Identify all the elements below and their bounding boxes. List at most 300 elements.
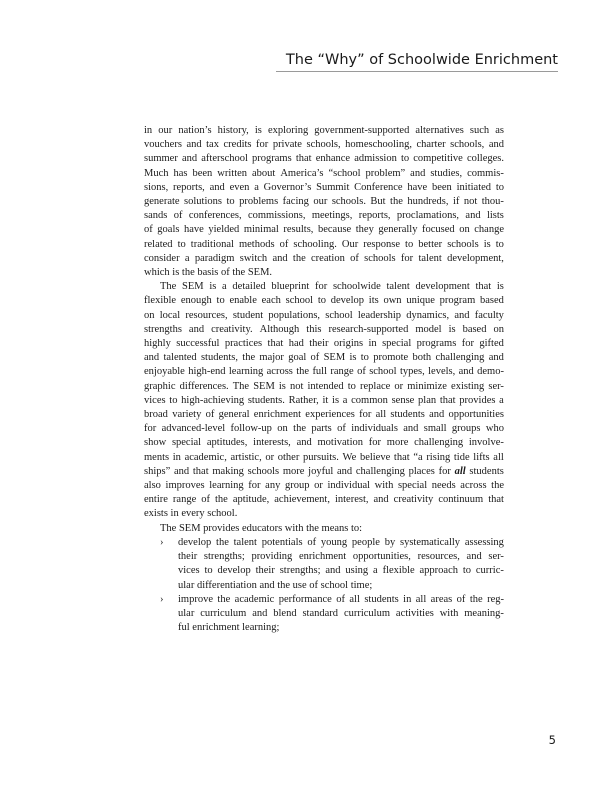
word: SEM xyxy=(253,380,275,392)
word: and xyxy=(209,181,225,193)
word: sense xyxy=(391,394,415,406)
word: resources, xyxy=(185,309,228,321)
word: special xyxy=(382,338,412,350)
word: with xyxy=(439,607,459,619)
word: ments xyxy=(144,451,170,463)
word: the xyxy=(217,593,231,605)
word: facing xyxy=(282,196,309,208)
word: providing xyxy=(251,551,293,563)
word: based xyxy=(462,323,487,335)
word: reports, xyxy=(358,210,391,222)
word: origins xyxy=(333,338,364,350)
word: interests, xyxy=(253,437,291,449)
word: vices xyxy=(144,394,166,406)
word: populations, xyxy=(268,309,321,321)
word: their xyxy=(178,551,198,563)
word: each xyxy=(261,295,281,307)
word: enhance xyxy=(315,153,351,165)
word: colleges. xyxy=(466,153,504,165)
word: its xyxy=(368,295,379,307)
line-text: ular differentiation and the use of school time; xyxy=(178,579,373,591)
word: blend xyxy=(273,607,297,619)
word: and xyxy=(410,167,426,179)
word: show xyxy=(144,437,167,449)
word: to xyxy=(495,238,504,250)
word: to xyxy=(347,380,356,392)
word: proclamations, xyxy=(396,210,460,222)
word: competitive xyxy=(413,153,463,165)
word: is xyxy=(496,281,504,293)
word: tide xyxy=(453,451,470,463)
word: using xyxy=(345,565,369,577)
word: students xyxy=(364,593,399,605)
word: rising xyxy=(426,451,451,463)
bullet-text xyxy=(178,536,504,593)
bullet-item xyxy=(144,536,504,593)
word: school xyxy=(285,295,314,307)
word: that xyxy=(192,465,209,477)
word: the xyxy=(242,352,256,364)
word: ser- xyxy=(488,551,504,563)
word: curric- xyxy=(475,565,504,577)
word: enjoyable xyxy=(144,366,185,378)
word: in xyxy=(368,338,377,350)
running-header-title: The “Why” of Schoolwide Enrichment xyxy=(285,52,558,68)
word: a xyxy=(254,181,259,193)
word: meetings, xyxy=(311,210,353,222)
word: and xyxy=(336,465,353,477)
word: approach xyxy=(419,565,458,577)
word: development xyxy=(415,281,470,293)
word: and xyxy=(488,352,504,364)
header-rule xyxy=(276,71,558,72)
word: and xyxy=(429,409,445,421)
word: schooling. xyxy=(293,238,337,250)
text-line xyxy=(144,238,504,252)
bullet-text xyxy=(178,593,504,636)
word: special xyxy=(171,437,202,449)
word: challenging xyxy=(355,465,405,477)
word: strengths xyxy=(144,323,182,335)
word: or xyxy=(314,480,323,492)
word: aptitude, xyxy=(232,494,270,506)
word: to xyxy=(317,295,326,307)
word: creativity xyxy=(393,494,434,506)
word: for xyxy=(461,338,474,350)
word: the xyxy=(390,196,403,208)
word: results, xyxy=(283,224,314,236)
word: in xyxy=(403,593,412,605)
word: challenging xyxy=(435,352,485,364)
word: improve xyxy=(178,593,213,605)
word: our xyxy=(313,196,328,208)
word: and xyxy=(173,465,190,477)
word: students xyxy=(390,409,425,421)
word: any xyxy=(265,480,281,492)
word: demo- xyxy=(477,366,504,378)
word: continuum xyxy=(438,494,484,506)
word: all xyxy=(493,451,504,463)
word: tax xyxy=(206,139,219,151)
word: flexible xyxy=(382,565,415,577)
text-line xyxy=(144,337,504,351)
word: of xyxy=(201,494,210,506)
text-line xyxy=(144,209,504,223)
word: that xyxy=(475,281,492,293)
text-line xyxy=(144,181,504,195)
word: of xyxy=(205,409,215,421)
word: and xyxy=(186,139,202,151)
word: assessing xyxy=(464,536,504,548)
word: enrichment xyxy=(298,551,347,563)
word: of xyxy=(336,593,345,605)
word: Summit xyxy=(316,181,350,193)
word: of xyxy=(357,366,366,378)
word: Much xyxy=(144,167,169,179)
word: summer xyxy=(144,153,178,165)
word: that xyxy=(439,394,456,406)
word: even xyxy=(229,181,250,193)
line-text: exists in every school. xyxy=(144,508,238,520)
word: replace xyxy=(360,380,391,392)
text-line xyxy=(144,493,504,507)
word: to xyxy=(400,153,410,165)
word: talent xyxy=(233,536,257,548)
word: America’s xyxy=(280,167,324,179)
word: the xyxy=(469,593,483,605)
word: problem” xyxy=(365,167,406,179)
text-line xyxy=(144,167,504,181)
word: range xyxy=(172,494,197,506)
text-line xyxy=(144,323,504,337)
word: and xyxy=(466,551,482,563)
word: a xyxy=(222,281,227,293)
word: “school xyxy=(328,167,361,179)
word: broad xyxy=(144,409,168,421)
word: or xyxy=(265,451,275,463)
word: existing xyxy=(451,380,485,392)
text-line xyxy=(144,408,504,422)
word: The xyxy=(160,281,177,293)
text-line xyxy=(144,223,504,237)
word: in xyxy=(144,125,153,136)
word: people xyxy=(351,536,380,548)
word: such xyxy=(469,125,490,136)
word: who xyxy=(485,423,504,435)
word: is xyxy=(448,323,456,335)
text-line xyxy=(144,507,504,521)
word: making xyxy=(212,465,244,477)
word: sands xyxy=(144,210,168,222)
word: academic xyxy=(234,593,275,605)
word: is xyxy=(332,394,340,406)
text-line xyxy=(178,579,504,593)
bullet-marker-icon: › xyxy=(160,536,164,548)
word: a xyxy=(184,252,190,264)
bullet-list xyxy=(144,536,504,635)
word: potentials xyxy=(261,536,303,548)
word: practices xyxy=(224,338,263,350)
word: the xyxy=(296,366,310,378)
word: places xyxy=(408,465,435,477)
word: students xyxy=(469,465,504,477)
word: been xyxy=(431,181,452,193)
line-text: which is the basis of the SEM. xyxy=(144,267,273,279)
text-line xyxy=(144,365,504,379)
word: detailed xyxy=(232,281,266,293)
word: plan xyxy=(418,394,437,406)
word: that xyxy=(488,494,504,506)
word: intended xyxy=(307,380,344,392)
word: reports, xyxy=(173,181,205,193)
word: reg- xyxy=(487,593,504,605)
text-line xyxy=(144,280,504,294)
word: and xyxy=(252,607,268,619)
word: curriculum xyxy=(200,607,247,619)
word: own xyxy=(383,295,402,307)
word: related xyxy=(144,238,173,250)
word: charter xyxy=(416,139,446,151)
word: afterschool xyxy=(201,153,248,165)
word: on xyxy=(144,309,155,321)
word: programs xyxy=(252,153,292,165)
word: generate xyxy=(144,196,180,208)
word: school xyxy=(369,366,397,378)
word: dynamics, xyxy=(406,309,450,321)
word: entire xyxy=(144,494,168,506)
word: to xyxy=(177,238,186,250)
word: ser- xyxy=(488,380,504,392)
text-line xyxy=(144,294,504,308)
word: for xyxy=(400,252,414,264)
word: traditional xyxy=(190,238,234,250)
word: improves xyxy=(165,480,205,492)
word: develop xyxy=(217,565,251,577)
word: groups xyxy=(451,423,481,435)
word: motivation xyxy=(317,437,363,449)
text-line xyxy=(178,593,504,607)
word: solutions xyxy=(184,196,222,208)
word: believe xyxy=(359,451,391,463)
word: resources, xyxy=(417,551,460,563)
word: to xyxy=(169,394,178,406)
word: history, xyxy=(217,125,249,136)
word: thou- xyxy=(481,196,504,208)
word: to xyxy=(405,238,414,250)
word: achievement, xyxy=(274,494,330,506)
word: vouchers xyxy=(144,139,182,151)
word: We xyxy=(342,451,357,463)
word: to xyxy=(360,352,369,364)
word: artistic, xyxy=(230,451,262,463)
word: all xyxy=(454,465,466,477)
word: for xyxy=(256,139,269,151)
text-line xyxy=(144,479,504,493)
word: challenging xyxy=(414,437,464,449)
word: all xyxy=(375,409,387,421)
word: students, xyxy=(200,352,239,364)
word: their xyxy=(309,338,329,350)
word: a xyxy=(373,565,378,577)
word: vices xyxy=(178,565,200,577)
word: of xyxy=(456,593,466,605)
word: for xyxy=(144,423,157,435)
word: generally xyxy=(378,224,418,236)
word: individuals xyxy=(351,423,398,435)
word: minimal xyxy=(243,224,279,236)
word: with xyxy=(374,480,394,492)
word: special xyxy=(397,480,428,492)
word: programs xyxy=(416,338,457,350)
word: the xyxy=(491,480,504,492)
text-line xyxy=(178,564,504,578)
word: that xyxy=(267,338,284,350)
text-line xyxy=(178,607,504,621)
word: joyful xyxy=(308,465,334,477)
word: of xyxy=(310,352,320,364)
word: methods xyxy=(238,238,275,250)
word: and xyxy=(454,309,470,321)
word: development, xyxy=(447,252,504,264)
word: follow-up xyxy=(230,423,272,435)
word: in xyxy=(172,451,181,463)
word: and xyxy=(465,210,481,222)
word: learning xyxy=(228,366,264,378)
word: alternatives xyxy=(415,125,464,136)
word: model xyxy=(415,323,442,335)
word: goal xyxy=(288,352,307,364)
word: performance xyxy=(278,593,332,605)
word: consider xyxy=(144,252,180,264)
paragraph-1 xyxy=(144,124,504,280)
word: not xyxy=(463,196,478,208)
word: commissions, xyxy=(247,210,306,222)
word: based xyxy=(480,295,504,307)
word: parts xyxy=(311,423,332,435)
word: graphic xyxy=(144,380,176,392)
word: student xyxy=(232,309,264,321)
word: to xyxy=(495,181,504,193)
word: because xyxy=(317,224,352,236)
word: high-achieving xyxy=(181,394,245,406)
word: also xyxy=(144,480,161,492)
word: is xyxy=(254,125,262,136)
word: their xyxy=(255,565,275,577)
word: differences. xyxy=(179,380,229,392)
word: better xyxy=(418,238,443,250)
word: other xyxy=(277,451,300,463)
word: more xyxy=(282,465,305,477)
word: talent xyxy=(418,252,442,264)
word: develop xyxy=(178,536,212,548)
word: initiated xyxy=(456,181,492,193)
word: involve- xyxy=(468,437,504,449)
word: of xyxy=(307,536,317,548)
word: have xyxy=(407,181,428,193)
word: needs xyxy=(431,480,456,492)
word: Rather, xyxy=(288,394,319,406)
word: homeschooling, xyxy=(345,139,412,151)
text-line xyxy=(144,351,504,365)
word: all xyxy=(415,593,427,605)
word: strengths; xyxy=(279,565,321,577)
word: for xyxy=(248,480,261,492)
word: research-supported xyxy=(328,323,409,335)
word: unique xyxy=(406,295,435,307)
word: both xyxy=(412,352,432,364)
word: small xyxy=(423,423,447,435)
word: the xyxy=(293,423,306,435)
word: individual xyxy=(327,480,371,492)
word: to xyxy=(226,196,235,208)
word: have xyxy=(184,224,204,236)
word: for xyxy=(438,465,451,477)
word: is xyxy=(278,380,286,392)
word: provides xyxy=(459,394,496,406)
word: Although xyxy=(259,323,300,335)
word: admission xyxy=(354,153,397,165)
word: is xyxy=(483,238,491,250)
word: it xyxy=(322,394,329,406)
word: Conference xyxy=(354,181,403,193)
word: has xyxy=(173,167,188,179)
text-line xyxy=(178,550,504,564)
word: if xyxy=(452,196,460,208)
word: is xyxy=(209,281,217,293)
text-line xyxy=(144,380,504,394)
body-text xyxy=(144,124,504,635)
text-line xyxy=(144,266,504,280)
word: on xyxy=(493,323,504,335)
word: schools xyxy=(247,465,280,477)
word: of xyxy=(173,210,183,222)
bullet-marker-icon: › xyxy=(160,593,164,605)
word: been xyxy=(192,167,213,179)
word: government-supported xyxy=(314,125,410,136)
word: exploring xyxy=(267,125,309,136)
word: by xyxy=(384,536,396,548)
word: ships” xyxy=(144,465,171,477)
word: Our xyxy=(341,238,359,250)
word: systematically xyxy=(399,536,461,548)
text-line xyxy=(178,536,504,550)
word: to xyxy=(462,565,472,577)
word: school xyxy=(325,309,353,321)
word: they xyxy=(355,224,374,236)
word: standard xyxy=(302,607,339,619)
word: SEM xyxy=(182,281,204,293)
word: promote xyxy=(373,352,409,364)
word: to xyxy=(204,565,213,577)
text-line xyxy=(178,621,504,635)
word: minimize xyxy=(407,380,447,392)
word: range xyxy=(330,366,354,378)
word: hundreds, xyxy=(407,196,449,208)
word: general xyxy=(218,409,250,421)
word: learning xyxy=(209,480,244,492)
word: the xyxy=(216,536,229,548)
word: and xyxy=(181,153,198,165)
word: strengths; xyxy=(203,551,245,563)
word: the xyxy=(292,252,306,264)
word: lifts xyxy=(473,451,490,463)
word: private xyxy=(272,139,302,151)
word: schoolwide xyxy=(332,281,381,293)
line-text: ful enrichment learning; xyxy=(178,622,280,634)
text-line xyxy=(144,422,504,436)
intro-line-text: The SEM provides educators with the means to: xyxy=(160,522,363,534)
word: flexible xyxy=(144,295,177,307)
